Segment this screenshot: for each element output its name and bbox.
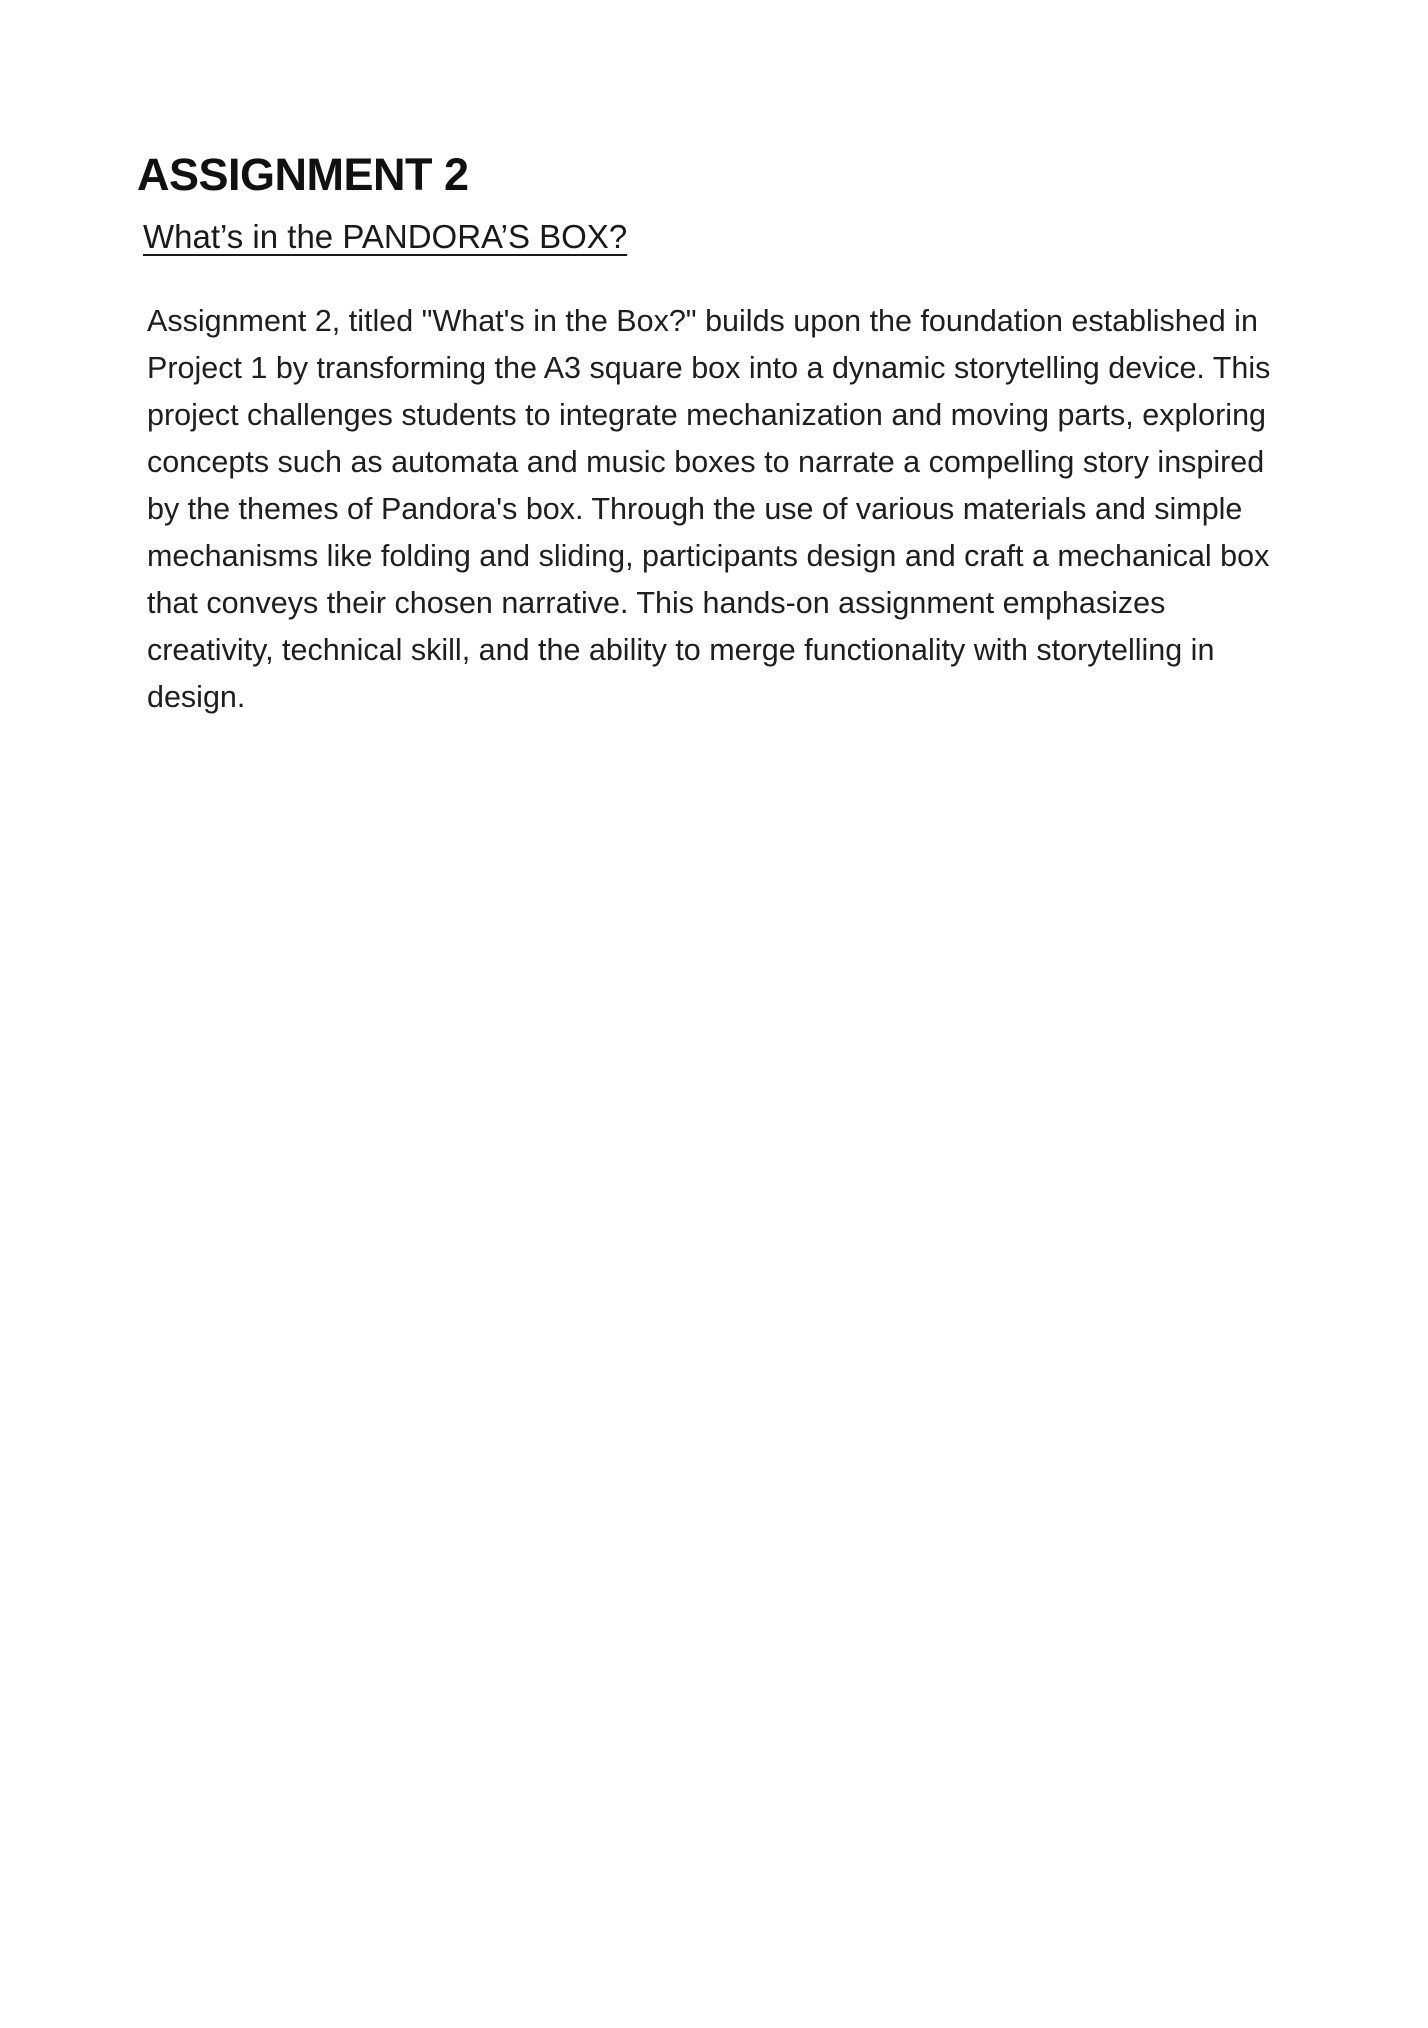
body-paragraph: Assignment 2, titled "What's in the Box?" builds upon the foundation established in Project 1 by transforming the A3 square box into a dynamic storytelling device. This project challenges students to integrate mechanization and moving parts, exploring concepts such as automata and music boxes to narrate a compelling story inspired by the themes of Pandora's box. Through the use of various materials and simple mechanisms like folding and sliding, participants design and craft a mechanical box that conveys their chosen narrative. This hands-on assignment emphasizes creativity, technical skill, and the ability to merge functionality with storytelling in design. [147, 304, 1271, 714]
page-subtitle: What’s in the PANDORA’S BOX? [143, 218, 628, 255]
page-title: ASSIGNMENT 2 [137, 149, 469, 200]
